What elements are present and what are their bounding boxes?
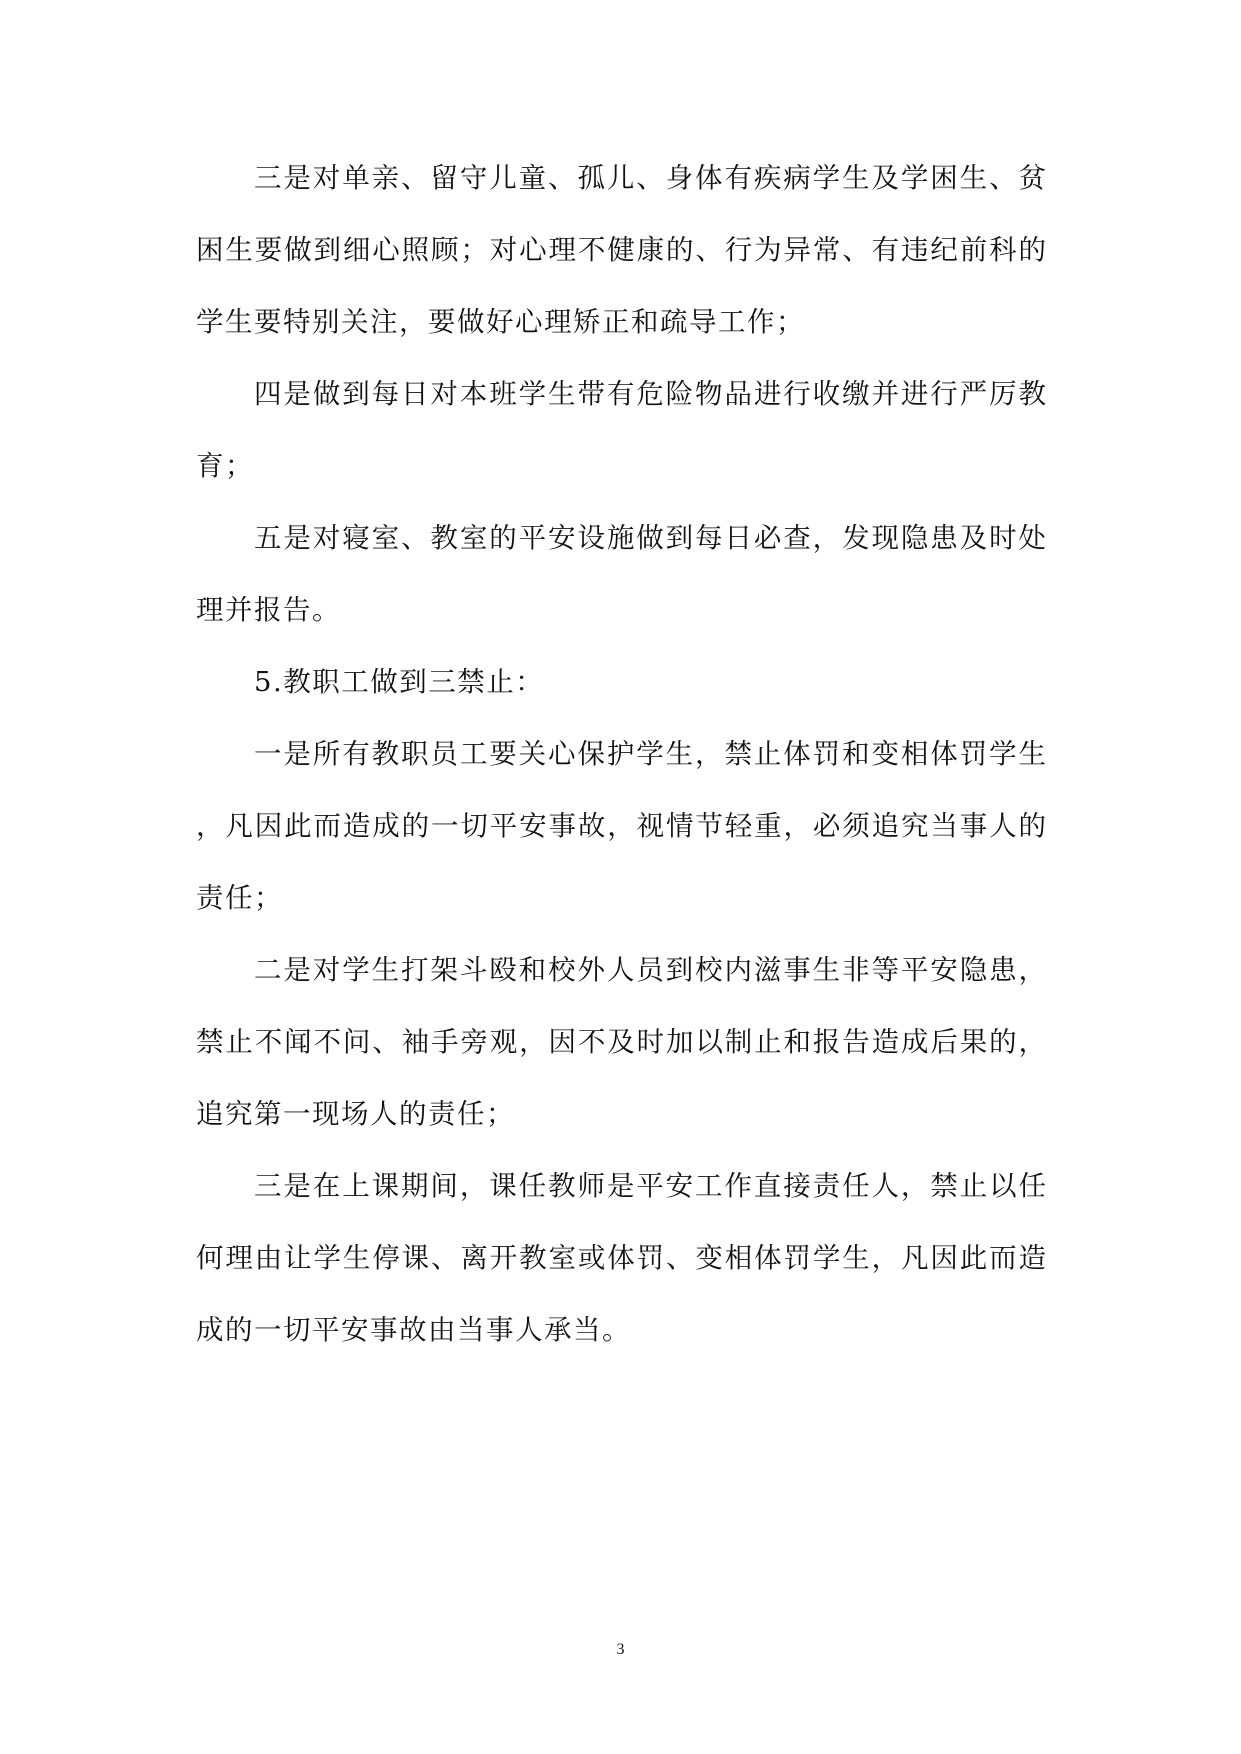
paragraph-line: ，凡因此而造成的一切平安事故，视情节轻重，必须追究当事人的 (196, 810, 1046, 842)
paragraph-line: 一是所有教职员工要关心保护学生，禁止体罚和变相体罚学生 (254, 738, 1046, 770)
paragraph-line: 禁止不闻不问、袖手旁观，因不及时加以制止和报告造成后果的， (196, 1026, 1046, 1058)
paragraph-line: 三是在上课期间，课任教师是平安工作直接责任人，禁止以任 (254, 1170, 1046, 1202)
paragraph-line: 育； (196, 450, 254, 482)
section-heading: 5.教职工做到三禁止： (254, 666, 545, 698)
page-number: 3 (616, 1641, 625, 1658)
paragraph-line: 何理由让学生停课、离开教室或体罚、变相体罚学生，凡因此而造 (196, 1242, 1046, 1274)
paragraph-line: 五是对寝室、教室的平安设施做到每日必查，发现隐患及时处 (254, 522, 1046, 554)
paragraph-line: 责任； (196, 882, 283, 914)
paragraph-line: 追究第一现场人的责任； (196, 1098, 515, 1130)
paragraph-line: 学生要特别关注，要做好心理矫正和疏导工作； (196, 306, 805, 338)
paragraph-line: 三是对单亲、留守儿童、孤儿、身体有疾病学生及学困生、贫 (254, 162, 1046, 194)
paragraph-line: 四是做到每日对本班学生带有危险物品进行收缴并进行严厉教 (254, 378, 1046, 410)
paragraph-line: 成的一切平安事故由当事人承当。 (196, 1314, 631, 1346)
paragraph-line: 困生要做到细心照顾；对心理不健康的、行为异常、有违纪前科的 (196, 234, 1046, 266)
paragraph-line: 二是对学生打架斗殴和校外人员到校内滋事生非等平安隐患， (254, 954, 1046, 986)
paragraph-line: 理并报告。 (196, 594, 341, 626)
